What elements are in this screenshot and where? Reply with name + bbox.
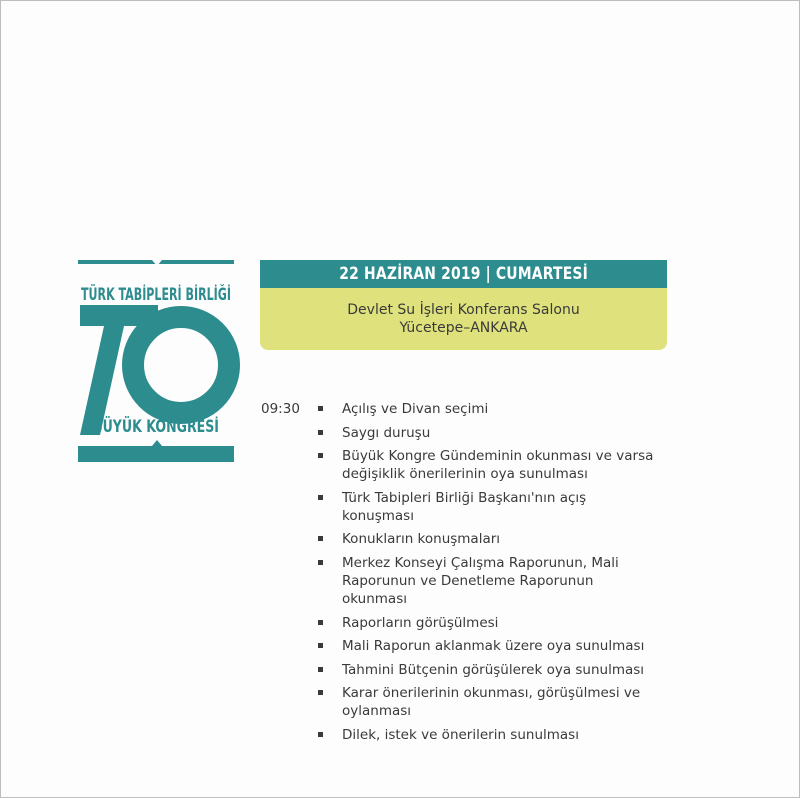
agenda-item: Saygı duruşu: [318, 424, 658, 442]
bullet-icon: [318, 620, 323, 625]
venue-city: Yücetepe–ANKARA: [399, 320, 528, 336]
agenda-item: Merkez Konseyi Çalışma Raporunun, Mali Raporunun ve Denetleme Raporunun okunması: [318, 554, 658, 608]
venue-name: Devlet Su İşleri Konferans Salonu: [347, 302, 580, 318]
agenda-item: Karar önerilerinin okunması, görüşülmesi ve oylanması: [318, 684, 658, 720]
agenda-item: Açılış ve Divan seçimi: [318, 400, 658, 418]
bullet-icon: [318, 406, 323, 411]
date-text: 22 HAZİRAN 2019 | CUMARTESİ: [339, 264, 588, 284]
session-time: 09:30: [261, 401, 300, 417]
agenda-item: Konukların konuşmaları: [318, 530, 658, 548]
venue-box: [260, 288, 667, 350]
agenda-list: [318, 400, 658, 750]
bullet-icon: [318, 430, 323, 435]
bullet-icon: [318, 667, 323, 672]
agenda-item: Büyük Kongre Gündeminin okunması ve varsa değişiklik önerilerinin oya sunulması: [318, 447, 658, 483]
agenda-item: Tahmini Bütçenin görüşülerek oya sunulması: [318, 661, 658, 679]
agenda-item: Dilek, istek ve önerilerin sunulması: [318, 726, 658, 744]
bullet-icon: [318, 560, 323, 565]
bullet-icon: [318, 732, 323, 737]
bullet-icon: [318, 643, 323, 648]
bullet-icon: [318, 495, 323, 500]
bullet-icon: [318, 453, 323, 458]
agenda-item: Türk Tabipleri Birliği Başkanı'nın açış konuşması: [318, 489, 658, 525]
logo-top-text: TÜRK TABİPLERİ BİRLİĞİ: [81, 285, 312, 305]
bullet-icon: [318, 690, 323, 695]
logo-bottom-text: BÜYÜK KONGRESİ: [93, 417, 264, 437]
agenda-item: Mali Raporun aklanmak üzere oya sunulması: [318, 637, 658, 655]
bullet-icon: [318, 536, 323, 541]
agenda-item: Raporların görüşülmesi: [318, 614, 658, 632]
date-banner: [260, 260, 667, 288]
